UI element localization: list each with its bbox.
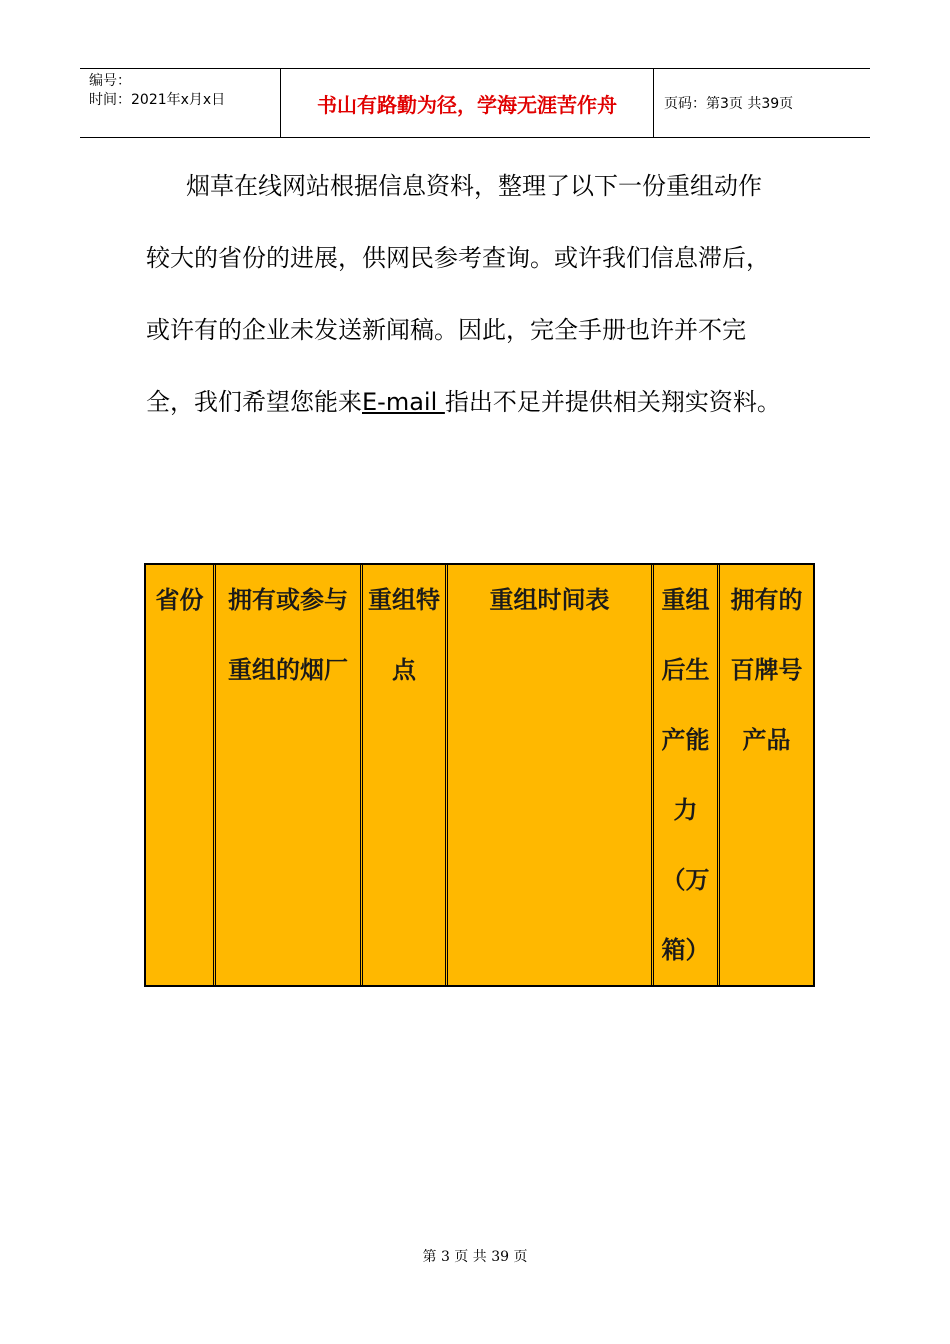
header-page-info: 页码：第3页 共39页 bbox=[664, 96, 794, 112]
time-label: 时间：2021年x月x日 bbox=[89, 92, 226, 108]
intro-text: 全，我们希望您能来 bbox=[146, 388, 362, 416]
document-header bbox=[80, 68, 870, 138]
intro-text: 指出不足并提供相关翔实资料。 bbox=[444, 388, 781, 416]
header-province: 省份 bbox=[146, 565, 216, 985]
email-link[interactable]: E-mail bbox=[362, 388, 445, 416]
page-footer: 第 3 页 共 39 页 bbox=[422, 1249, 528, 1265]
intro-line: 较大的省份的进展，供网民参考查询。或许我们信息滞后， bbox=[146, 244, 770, 272]
reorganization-table bbox=[144, 563, 815, 987]
intro-line: 烟草在线网站根据信息资料，整理了以下一份重组动作 bbox=[186, 172, 762, 200]
header-capacity: 重组后生产能力（万箱） bbox=[654, 565, 720, 985]
intro-paragraph bbox=[146, 150, 826, 438]
header-factories: 拥有或参与重组的烟厂 bbox=[216, 565, 363, 985]
header-features: 重组特点 bbox=[363, 565, 448, 985]
table-header-row bbox=[146, 565, 813, 985]
number-label: 编号： bbox=[89, 73, 131, 89]
intro-line bbox=[146, 366, 826, 438]
header-meta-cell bbox=[80, 69, 281, 137]
intro-line: 或许有的企业未发送新闻稿。因此，完全手册也许并不完 bbox=[146, 316, 746, 344]
header-brands: 拥有的百牌号产品 bbox=[730, 586, 803, 754]
header-timeline: 重组时间表 bbox=[448, 565, 654, 985]
header-motto: 书山有路勤为径，学海无涯苦作舟 bbox=[281, 69, 654, 137]
